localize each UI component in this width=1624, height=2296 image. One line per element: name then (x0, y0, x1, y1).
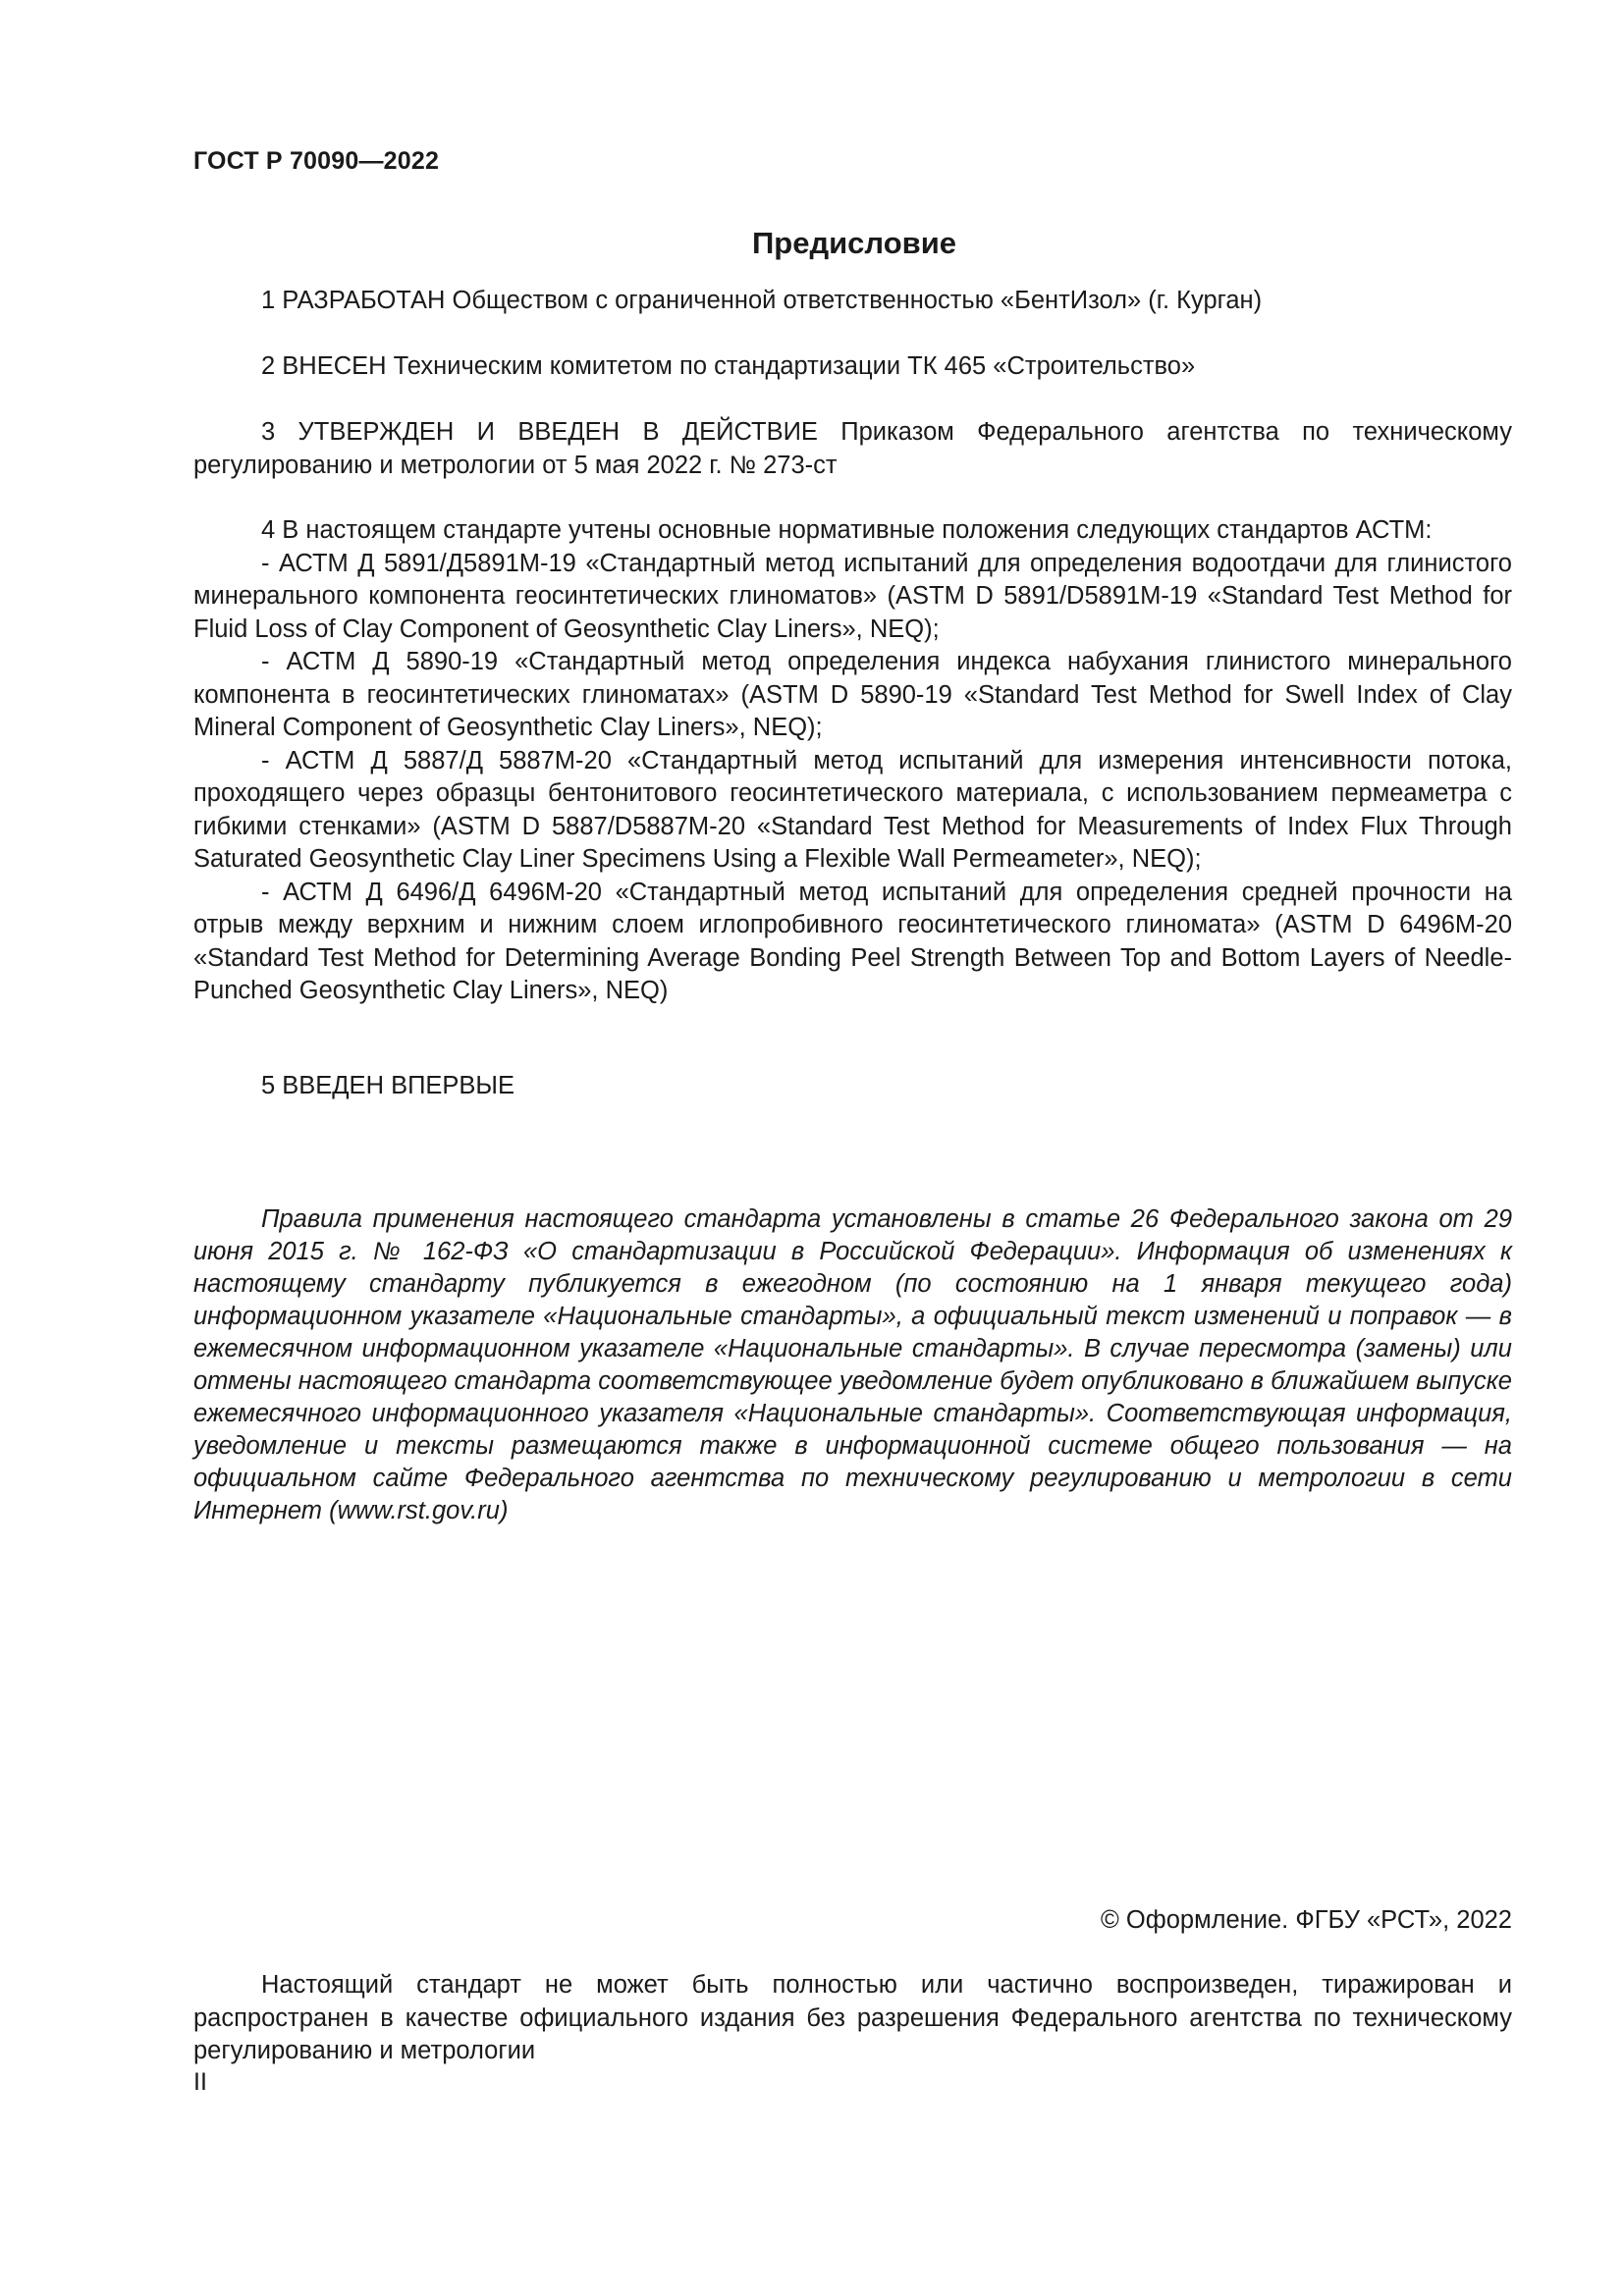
reprint-text: Настоящий стандарт не может быть полностью или частично воспроизведен, тиражирован и распространен в качестве официального издания без разрешения Федерального агентства по техническому регулированию и метрологии (193, 1971, 1512, 2064)
document-code-header: ГОСТ Р 70090—2022 (193, 147, 440, 175)
foreword-item-4 (193, 514, 1512, 1008)
foreword-item-2-text: 2 ВНЕСЕН Техническим комитетом по стандартизации ТК 465 «Строительство» (261, 352, 1196, 380)
foreword-item-3-text: 3 УТВЕРЖДЕН И ВВЕДЕН В ДЕЙСТВИЕ Приказом Федерального агентства по техническому регулированию и метрологии от 5 мая 2022 г. № 273-ст (193, 418, 1512, 479)
foreword-item-4-text: 4 В настоящем стандарте учтены основные нормативные положения следующих стандартов АСТМ: (261, 516, 1433, 544)
foreword-item-5-text: 5 ВВЕДЕН ВПЕРВЫЕ (261, 1072, 515, 1099)
standard-list-item: - АСТМ Д 5890-19 «Стандартный метод определения индекса набухания глинистого минерального компонента в геосинтетических глиноматах» (ASTM D 5890-19 «Standard Test Method for Swell Index of Clay Mineral Component of Geosynthetic Clay Liners», NEQ); (193, 648, 1512, 741)
application-rules-notice (193, 1203, 1512, 1527)
page-number: II (193, 2068, 207, 2096)
notice-text: Правила применения настоящего стандарта установлены в статье 26 Федерального закона от 29 июня 2015 г. № 162-ФЗ «О стандартизации в Российской Федерации». Информация об изменениях к настоящему стандарту публикуется в ежегодном (по состоянию на 1 января текущего года) информационном указателе «Национальные стандарты», а официальный текст изменений и поправок — в ежемесячном информационном указателе «Национальные стандарты». В случае пересмотра (замены) или отмены настоящего стандарта соответствующее уведомление будет опубликовано в ближайшем выпуске ежемесячного информационного указателя «Национальные стандарты». Соответствующая информация, уведомление и тексты размещаются также в информационной системе общего пользования — на официальном сайте Федерального агентства по техническому регулированию и метрологии в сети Интернет (www.rst.gov.ru) (193, 1205, 1512, 1524)
foreword-item-1-text: 1 РАЗРАБОТАН Обществом с ограниченной ответственностью «БентИзол» (г. Курган) (261, 287, 1263, 314)
foreword-item-2 (193, 350, 1512, 384)
copyright-line: © Оформление. ФГБУ «РСТ», 2022 (1101, 1906, 1512, 1934)
standard-list-item: - АСТМ Д 5891/Д5891М-19 «Стандартный метод испытаний для определения водоотдачи для глинистого минерального компонента геосинтетических глиноматов» (ASTM D 5891/D5891M-19 «Standard Test Method for Fluid Loss of Clay Component of Geosynthetic Clay Liners», NEQ); (193, 549, 1512, 643)
standard-list-item: - АСТМ Д 6496/Д 6496М-20 «Стандартный метод испытаний для определения средней прочности на отрыв между верхним и нижним слоем иглопробивного геосинтетического глиномата» (ASTM D 6496M-20 «Standard Test Method for Determining Average Bonding Peel Strength Between Top and Bottom Layers of Needle-Punched Geosynthetic Clay Liners», NEQ) (193, 878, 1512, 1004)
foreword-item-5 (193, 1070, 1512, 1103)
page-title: Предисловие (751, 226, 956, 260)
foreword-item-1 (193, 285, 1512, 318)
foreword-item-3 (193, 416, 1512, 482)
standard-list-item: - АСТМ Д 5887/Д 5887М-20 «Стандартный метод испытаний для измерения интенсивности потока, проходящего через образцы бентонитового геосинтетического материала, с использованием пермеаметра с гибкими стенками» (ASTM D 5887/D5887M-20 «Standard Test Method for Measurements of Index Flux Through Saturated Geosynthetic Clay Liner Specimens Using a Flexible Wall Permeameter», NEQ); (193, 746, 1512, 873)
reprint-restriction (193, 1969, 1512, 2068)
